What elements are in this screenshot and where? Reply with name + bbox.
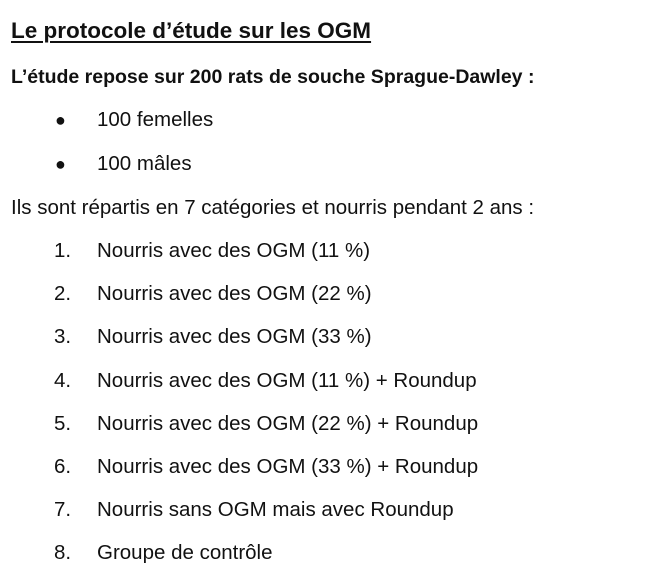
study-subtitle: L’étude repose sur 200 rats de souche Sprague-Dawley : xyxy=(11,66,535,88)
list-item-text: Nourris avec des OGM (11 %) xyxy=(97,239,371,262)
list-item-text: 100 mâles xyxy=(97,152,192,175)
list-item-text: Nourris avec des OGM (11 %) + Roundup xyxy=(97,368,477,392)
page-title: Le protocole d’étude sur les OGM xyxy=(11,18,372,43)
list-item-number: 1. xyxy=(54,239,72,262)
categories-intro: Ils sont répartis en 7 catégories et nourris pendant 2 ans : xyxy=(11,196,535,219)
list-item-text: Nourris avec des OGM (22 %) + Roundup xyxy=(97,411,479,435)
list-item-number: 2. xyxy=(54,282,72,306)
list-item-number: 7. xyxy=(54,498,72,522)
list-item-text: Nourris sans OGM mais avec Roundup xyxy=(97,498,454,522)
list-item-text: Nourris avec des OGM (33 %) + Roundup xyxy=(97,454,479,478)
list-item-number: 4. xyxy=(54,368,72,392)
bullet-icon: ● xyxy=(55,154,66,174)
list-item-number: 6. xyxy=(54,454,72,478)
list-item-number: 8. xyxy=(54,541,72,565)
list-item-text: Nourris avec des OGM (33 %) xyxy=(97,325,372,349)
list-item-text: Nourris avec des OGM (22 %) xyxy=(97,282,372,306)
list-item-text: 100 femelles xyxy=(97,108,214,131)
list-item-number: 3. xyxy=(54,325,72,349)
list-item-number: 5. xyxy=(54,411,72,435)
bullet-icon: ● xyxy=(55,110,66,130)
list-item-text: Groupe de contrôle xyxy=(97,541,273,565)
